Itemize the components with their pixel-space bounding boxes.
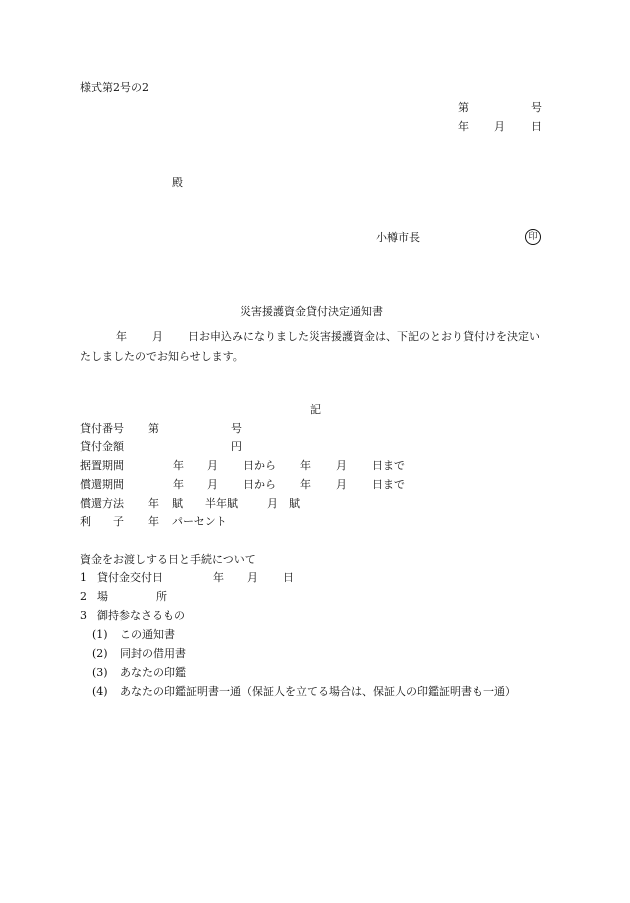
repay-month2: 月 (336, 478, 347, 491)
method-month: 月 (267, 497, 278, 510)
item2-label: 場 (97, 590, 108, 603)
date-month: 月 (494, 120, 505, 133)
repay-month1: 月 (207, 478, 218, 491)
date-year: 年 (458, 120, 469, 133)
grace-period-label: 据置期間 (80, 459, 124, 472)
item2-number: 2 (80, 590, 87, 603)
seal-mark: 印 (525, 229, 541, 245)
procedure-heading: 資金をお渡しする日と手続について (80, 553, 256, 566)
grace-year2: 年 (300, 459, 311, 472)
repay-until: 日まで (372, 478, 405, 491)
repayment-method-label: 償還方法 (80, 497, 124, 510)
doc-number-suffix: 号 (531, 101, 542, 114)
method-fu2: 賦 (289, 497, 300, 510)
item3-number: 3 (80, 609, 87, 622)
loan-amount-unit: 円 (231, 440, 242, 453)
repayment-period-label: 償還期間 (80, 478, 124, 491)
grace-from: 日から (243, 459, 276, 472)
document-title: 災害援護資金貸付決定通知書 (240, 305, 383, 318)
loan-number-label: 貸付番号 (80, 422, 124, 435)
bring-item-number: (3) (92, 666, 108, 679)
date-day: 日 (531, 120, 542, 133)
repay-year2: 年 (300, 478, 311, 491)
intro-year: 年 (116, 330, 127, 343)
sender-name: 小樽市長 (376, 231, 420, 244)
intro-month: 月 (152, 330, 163, 343)
item1-number: 1 (80, 571, 87, 584)
interest-percent: パーセント (172, 515, 227, 528)
bring-item-text: あなたの印鑑 (120, 666, 186, 679)
item3-label: 御持参なさるもの (97, 609, 185, 622)
bring-item-text: この通知書 (120, 628, 175, 641)
repay-year1: 年 (173, 478, 184, 491)
item1-label: 貸付金交付日 (97, 571, 163, 584)
item1-month: 月 (247, 571, 258, 584)
grace-month1: 月 (207, 459, 218, 472)
item1-year: 年 (213, 571, 224, 584)
repay-from: 日から (243, 478, 276, 491)
intro-text: 日お申込みになりました災害援護資金は、下記のとおり貸付けを決定いたしましたのでお知らせします。 (80, 330, 540, 363)
bring-item-text: あなたの印鑑証明書一通（保証人を立てる場合は、保証人の印鑑証明書も一通） (120, 685, 516, 698)
method-fu1: 賦 (172, 497, 183, 510)
loan-number-suffix: 号 (231, 422, 242, 435)
interest-label: 利 子 (80, 515, 124, 528)
addressee-suffix: 殿 (172, 176, 183, 189)
bring-item-number: (1) (92, 628, 108, 641)
interest-year: 年 (148, 515, 159, 528)
item2-label-2: 所 (156, 590, 167, 603)
item1-day: 日 (283, 571, 294, 584)
grace-year1: 年 (173, 459, 184, 472)
method-year: 年 (148, 497, 159, 510)
bring-item-number: (4) (92, 685, 108, 698)
loan-amount-label: 貸付金額 (80, 440, 124, 453)
grace-until: 日まで (372, 459, 405, 472)
bring-item-number: (2) (92, 647, 108, 660)
form-number: 様式第2号の2 (80, 81, 149, 94)
bring-item-text: 同封の借用書 (120, 647, 186, 660)
doc-number-prefix: 第 (458, 101, 469, 114)
loan-number-prefix: 第 (148, 422, 159, 435)
ki-label: 記 (310, 403, 321, 416)
grace-month2: 月 (336, 459, 347, 472)
method-half-year: 半年賦 (205, 497, 238, 510)
